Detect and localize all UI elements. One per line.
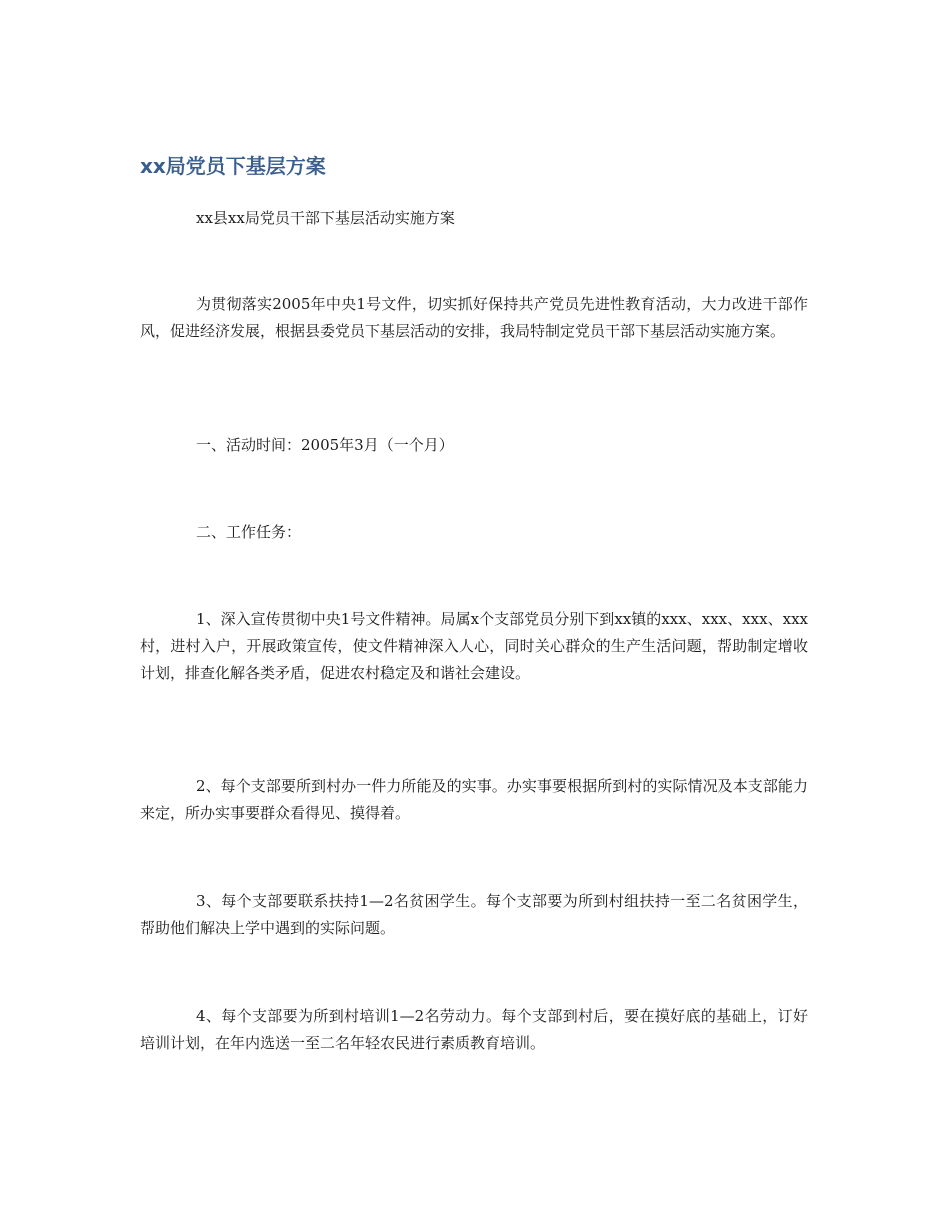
section-activity-time: 一、活动时间：2005年3月（一个月） <box>196 436 454 454</box>
task-item-2: 2、每个支部要所到村办一件力所能及的实事。办实事要根据所到村的实际情况及本支部能力来定，所办实事要群众看得见、摸得着。 <box>140 777 808 822</box>
section-work-tasks: 二、工作任务： <box>196 523 302 541</box>
intro-paragraph: 为贯彻落实2005年中央1号文件，切实抓好保持共产党员先进性教育活动，大力改进干部作风，促进经济发展，根据县委党员下基层活动的安排，我局特制定党员干部下基层活动实施方案。 <box>140 295 808 340</box>
task-item-1: 1、深入宣传贯彻中央1号文件精神。局属x个支部党员分别下到xx镇的xxx、xxx、xxx、xxx村，进村入户，开展政策宣传，使文件精神深入人心，同时关心群众的生产生活问题，帮助制定增收计划，排查化解各类矛盾，促进农村稳定及和谐社会建设。 <box>140 610 808 682</box>
document-title: xx局党员下基层方案 <box>140 154 326 178</box>
task-item-3: 3、每个支部要联系扶持1—2名贫困学生。每个支部要为所到村组扶持一至二名贫困学生，帮助他们解决上学中遇到的实际问题。 <box>140 892 808 937</box>
document-subtitle: xx县xx局党员干部下基层活动实施方案 <box>196 209 455 227</box>
task-item-4: 4、每个支部要为所到村培训1—2名劳动力。每个支部到村后，要在摸好底的基础上，订好培训计划，在年内选送一至二名年轻农民进行素质教育培训。 <box>140 1007 808 1052</box>
